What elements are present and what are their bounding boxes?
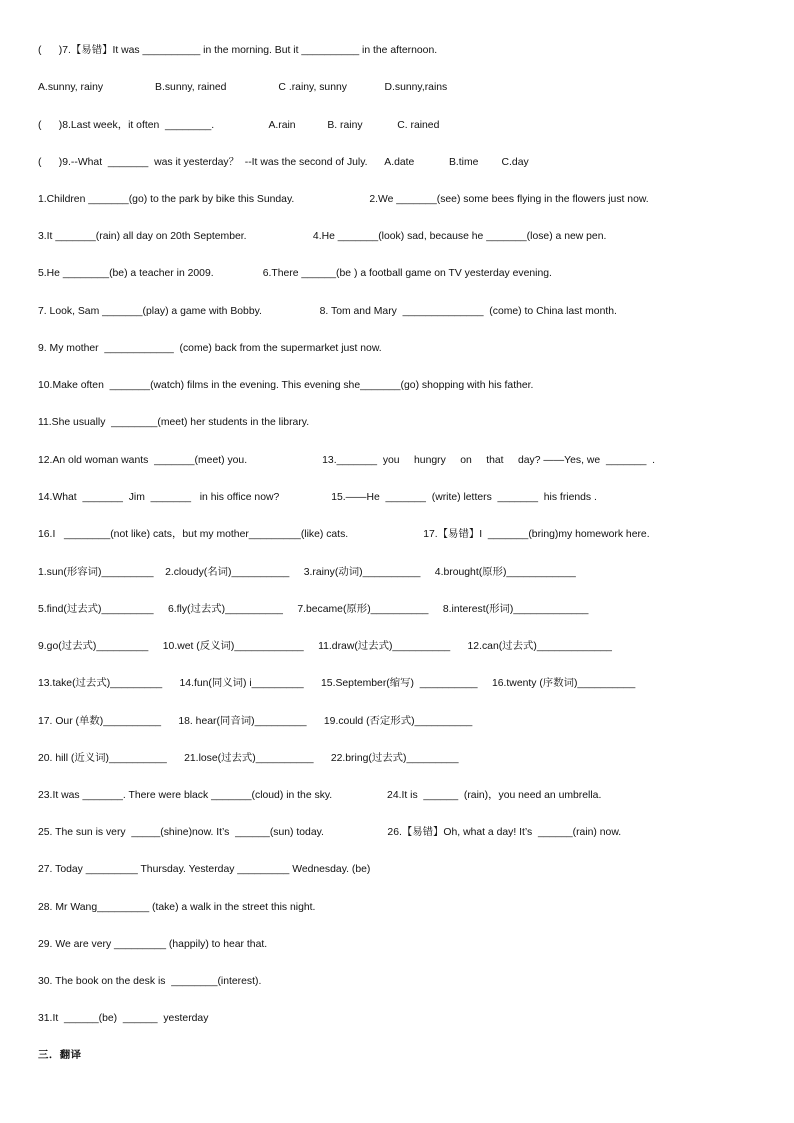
section-heading-translation: 三．翻译 [38, 1050, 82, 1061]
fill-in-31: 31.It ______(be) ______ yesterday [38, 1013, 209, 1024]
word-form-9-12: 9.go(过去式)_________ 10.wet (反义词)____________ 11.draw(过去式)__________ 12.can(过去式)_____________ [38, 641, 612, 652]
question-8: ( )8.Last week，it often ________. A.rain B. rainy C. rained [38, 120, 440, 131]
fill-in-23-24: 23.It was _______. There were black _______(cloud) in the sky. 24.It is ______ (rain)，you need an umbrella. [38, 790, 602, 801]
fill-in-7-8: 7. Look, Sam _______(play) a game with Bobby. 8. Tom and Mary ______________ (come) to China last month. [38, 306, 617, 317]
fill-in-5-6: 5.He ________(be) a teacher in 2009. 6.There ______(be ) a football game on TV yesterday evening. [38, 268, 552, 279]
fill-in-30: 30. The book on the desk is ________(interest). [38, 976, 262, 987]
question-7: ( )7.【易错】It was __________ in the morning. But it __________ in the afternoon. [38, 45, 438, 56]
word-form-13-16: 13.take(过去式)_________ 14.fun(同义词) i_________ 15.September(缩写) __________ 16.twenty (序数词)__________ [38, 678, 636, 689]
fill-in-16-17: 16.I ________(not like) cats，but my mother_________(like) cats. 17.【易错】I _______(bring)my homework here. [38, 529, 650, 540]
word-form-17-19: 17. Our (单数)__________ 18. hear(同音词)_________ 19.could (否定形式)__________ [38, 716, 473, 727]
fill-in-11: 11.She usually ________(meet) her students in the library. [38, 417, 310, 428]
fill-in-25-26: 25. The sun is very _____(shine)now. It’s ______(sun) today. 26.【易错】Oh, what a day! It’s ______(rain) now. [38, 827, 622, 838]
fill-in-27: 27. Today _________ Thursday. Yesterday _________ Wednesday. (be) [38, 864, 371, 875]
fill-in-14-15: 14.What _______ Jim _______ in his office now? 15.——He _______ (write) letters _______ his friends . [38, 492, 597, 503]
fill-in-1-2: 1.Children _______(go) to the park by bike this Sunday. 2.We _______(see) some bees flying in the flowers just now. [38, 194, 649, 205]
fill-in-12-13: 12.An old woman wants _______(meet) you. 13._______ you hungry on that day? ——Yes, we _______ . [38, 455, 656, 466]
word-form-5-8: 5.find(过去式)_________ 6.fly(过去式)__________ 7.became(原形)__________ 8.interest(形词)_____________ [38, 604, 589, 615]
question-9: ( )9.--What _______ was it yesterday？ --It was the second of July. A.date B.time C.day [38, 157, 529, 168]
word-form-20-22: 20. hill (近义词)__________ 21.lose(过去式)__________ 22.bring(过去式)_________ [38, 753, 459, 764]
fill-in-29: 29. We are very _________ (happily) to hear that. [38, 939, 268, 950]
word-form-1-4: 1.sun(形容词)_________ 2.cloudy(名词)__________ 3.rainy(动词)__________ 4.brought(原形)____________ [38, 567, 576, 578]
fill-in-9: 9. My mother ____________ (come) back from the supermarket just now. [38, 343, 382, 354]
fill-in-3-4: 3.It _______(rain) all day on 20th September. 4.He _______(look) sad, because he _______(lose) a new pen. [38, 231, 607, 242]
fill-in-10: 10.Make often _______(watch) films in the evening. This evening she_______(go) shopping with his father. [38, 380, 534, 391]
fill-in-28: 28. Mr Wang_________ (take) a walk in the street this night. [38, 902, 316, 913]
question-7-options: A.sunny, rainy B.sunny, rained C .rainy, sunny D.sunny,rains [38, 82, 448, 93]
